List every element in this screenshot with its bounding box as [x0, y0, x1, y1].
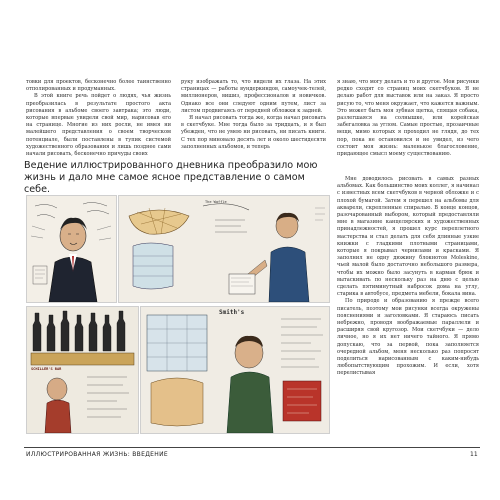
sketch-the-waffle — [118, 195, 330, 303]
text-column-3-continued — [337, 176, 479, 378]
paragraph: Мне доводилось рисовать в самых разных альбомах. Как большинство моих коллег, я начинал с известных всем скетчбуков в черной обложке и с плохой бумагой. Затем я перешел на альбомы для акварели, скрепленные спиралью. В конце концов, разочарованный выбором, который предоставляли мне в магазине канцелярских и художественных принадлежностей, я прошел курс переплетного мастерства и стал делать для себя длинные узкие книжки с гладкими плотными страницами, которые я покрывал чернилами и красками. Я заполнил не одну дюжину блокнотов Moleskine, чьей малой было достаточно небольшого размера, чтобы их можно было засунуть в карман брюк и вытаскивать по нескольку раз на дню с целью сделать пятиминутный набросок дома на углу, старика в автобусе, предмета мебели, бокала вина. — [337, 176, 479, 298]
page-number: 11 — [470, 451, 478, 458]
paragraph: По природе и образованию я прежде всего писатель, поэтому мои рисунки всегда окружены пояснениями и заголовками. Я стараюсь писать небрежно, проводя воображаемые параллели и расширяя свой кругозор. Мои скетчбуки — дело личное, но я их нет ничего тайного. Я прямо допускаю, что за первой, пока заполняется очередной альбом, меня несколько раз попросят поделиться нарисованным с каким-нибудь любопытствующим прохожим. И если, хотя перелистывая — [337, 298, 479, 377]
paragraph: В этой книге речь пойдет о людях, чья жизнь преобразилась в результате простого акта рисования в альбоме своего завтрака; это люди, которые впервые увидели свой мир, нарисовав его на странице. Многие из них росли, не имея ни малейшего представления о своем творческом потенциале, были поставлены в тупик системой художественного образования и лишь позднее сами начали рисовать, бесконечно причуды своих — [26, 93, 171, 158]
sketch-schillers-bar — [26, 306, 139, 434]
sketch-waffle-illustration — [119, 196, 329, 302]
text-column-2 — [181, 79, 326, 151]
paragraph: руку изображать то, что видели их глаза. На этих страницах — работы вундеркиндов, самоучек-телей, миллионеров, вишиз, профессионалов и новичков. Однако все они следуют одним путем, лист за листом продвигаясь от передней обложки к задней. — [181, 79, 326, 114]
sketch-caption: The Waffle — [205, 200, 227, 204]
sketch-man-in-suit — [26, 195, 117, 303]
text-column-1 — [26, 79, 171, 158]
running-head: ИЛЛЮСТРИРОВАННАЯ ЖИЗНЬ: ВВЕДЕНИЕ — [26, 451, 168, 458]
sketch-caption: Smith's — [219, 309, 245, 316]
sketch-caption: SCHILLER'S BAR — [31, 367, 62, 371]
text-column-3 — [337, 79, 479, 158]
sketch-smiths-illustration — [141, 307, 329, 433]
pull-quote: Ведение иллюстрированного дневника преобразило мою жизнь и дало мне самое ясное представление о самом себе. — [24, 160, 318, 196]
sketch-man-illustration — [27, 196, 116, 302]
paragraph: Я начал рисовать тогда же, когда начал рисовать в скетчбуке. Мне тогда было за тридцать, и я был убежден, что не умею ни рисовать, ни писать книги. С тех пор миновало десять лет и около шестидесяти заполненных альбомов, и теперь — [181, 115, 326, 150]
paragraph: товки для проектов, бесконечно более таинственно отполированных и продуманных. — [26, 79, 171, 93]
paragraph: я знаю, что могу делать и то и другое. Мои рисунки редко сходят со страниц моих скетчбуков. Я не делаю работ для выставок или на заказ. Я просто рисую то, что меня окружает, что кажется важным. Это может быть моя зубная щетка, спящая собака, разлегшаяся на солнышке, или корейская забегаловка за углом. Самые простые, прозаичные вещи, мимо которых я проходил не глядя, до тех пор, пока не остановился и не увидел, из чего состоит моя жизнь: маленькое благословение, придающее смысл моему существованию. — [337, 79, 479, 158]
sketch-smiths — [140, 306, 330, 434]
footer-rule — [24, 447, 480, 448]
